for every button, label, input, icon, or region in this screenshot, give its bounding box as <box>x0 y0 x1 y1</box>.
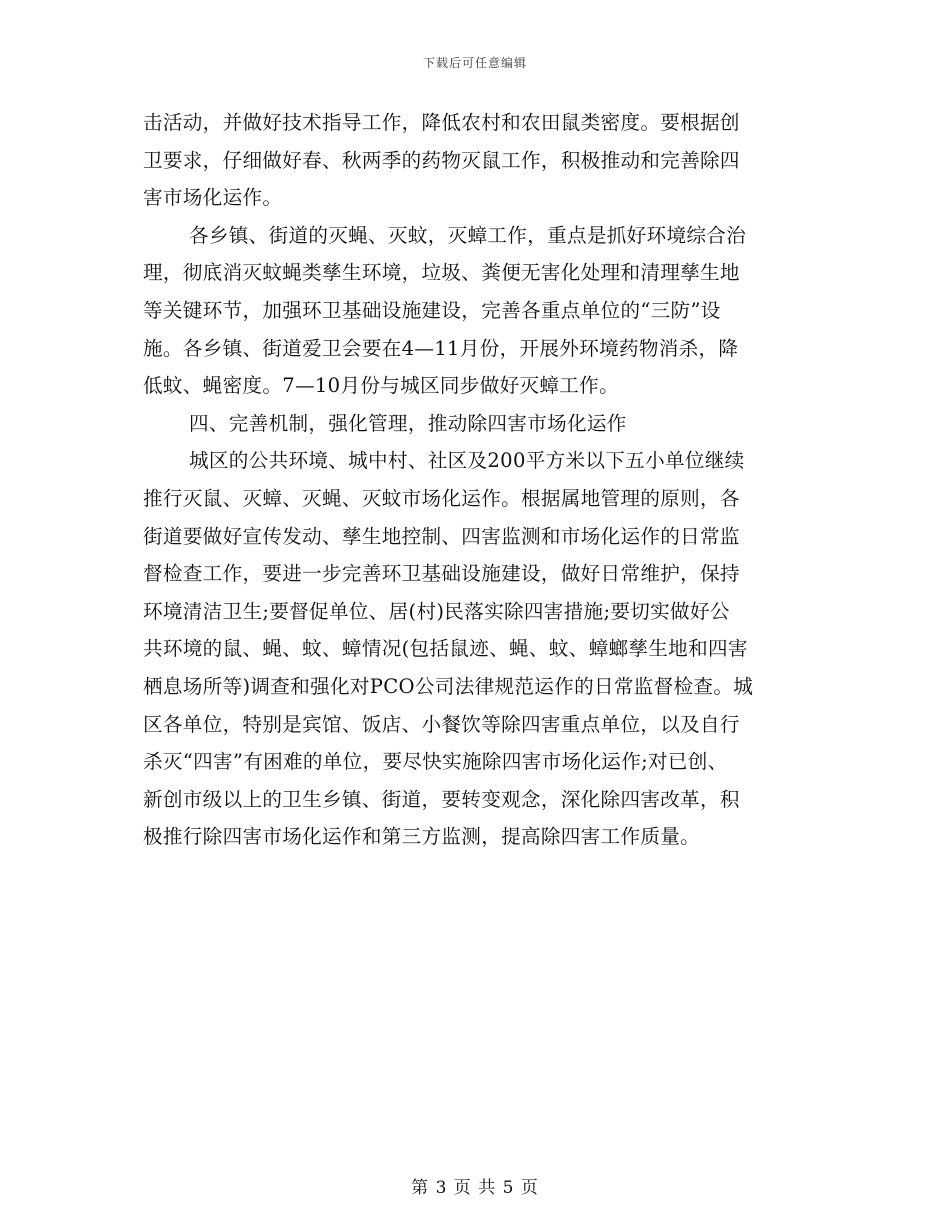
text-line: 区各单位，特别是宾馆、饭店、小餐饮等除四害重点单位，以及自行 <box>143 712 740 736</box>
text-line: 栖息场所等)调查和强化对PCO公司法律规范运作的日常监督检查。城 <box>143 674 754 698</box>
text-line: 推行灭鼠、灭蟑、灭蝇、灭蚊市场化运作。根据属地管理的原则，各 <box>143 486 740 510</box>
paragraph-first-line: 城区的公共环境、城中村、社区及200平方米以下五小单位继续 <box>189 449 745 473</box>
text-line: 施。各乡镇、街道爱卫会要在4—11月份，开展外环境药物消杀，降 <box>143 336 739 360</box>
page-number: 第 3 页 共 5 页 <box>411 1178 539 1198</box>
text-line: 击活动，并做好技术指导工作，降低农村和农田鼠类密度。要根据创 <box>143 111 740 134</box>
document-body <box>143 104 811 856</box>
text-line: 极推行除四害市场化运作和第三方监测，提高除四害工作质量。 <box>143 825 701 849</box>
text-line: 督检查工作，要进一步完善环卫基础设施建设，做好日常维护，保持 <box>143 562 740 586</box>
text-line: 街道要做好宣传发动、孳生地控制、四害监测和市场化运作的日常监 <box>143 524 740 548</box>
text-line: 新创市级以上的卫生乡镇、街道，要转变观念，深化除四害改革，积 <box>143 787 740 811</box>
page-header: 下载后可任意编辑 <box>422 56 527 70</box>
section-heading: 四、完善机制，强化管理，推动除四害市场化运作 <box>189 411 627 435</box>
text-line: 害市场化运作。 <box>143 186 283 210</box>
text-line: 低蚊、蝇密度。7—10月份与城区同步做好灭蟑工作。 <box>143 374 619 398</box>
text-line: 环境清洁卫生;要督促单位、居(村)民落实除四害措施;要切实做好公 <box>143 599 730 623</box>
text-line: 共环境的鼠、蝇、蚊、蟑情况(包括鼠迹、蝇、蚊、蟑螂孳生地和四害 <box>143 637 748 661</box>
text-line: 理，彻底消灭蚊蝇类孳生环境，垃圾、粪便无害化处理和清理孳生地 <box>143 261 740 285</box>
text-line: 杀灭“四害”有困难的单位，要尽快实施除四害市场化运作;对已创、 <box>143 750 728 774</box>
text-line: 卫要求，仔细做好春、秋两季的药物灭鼠工作，积极推动和完善除四 <box>143 148 740 172</box>
text-line: 等关键环节，加强环卫基础设施建设，完善各重点单位的“三防”设 <box>143 298 721 322</box>
paragraph-first-line: 各乡镇、街道的灭蝇、灭蚊，灭蟑工作，重点是抓好环境综合治 <box>189 223 747 247</box>
